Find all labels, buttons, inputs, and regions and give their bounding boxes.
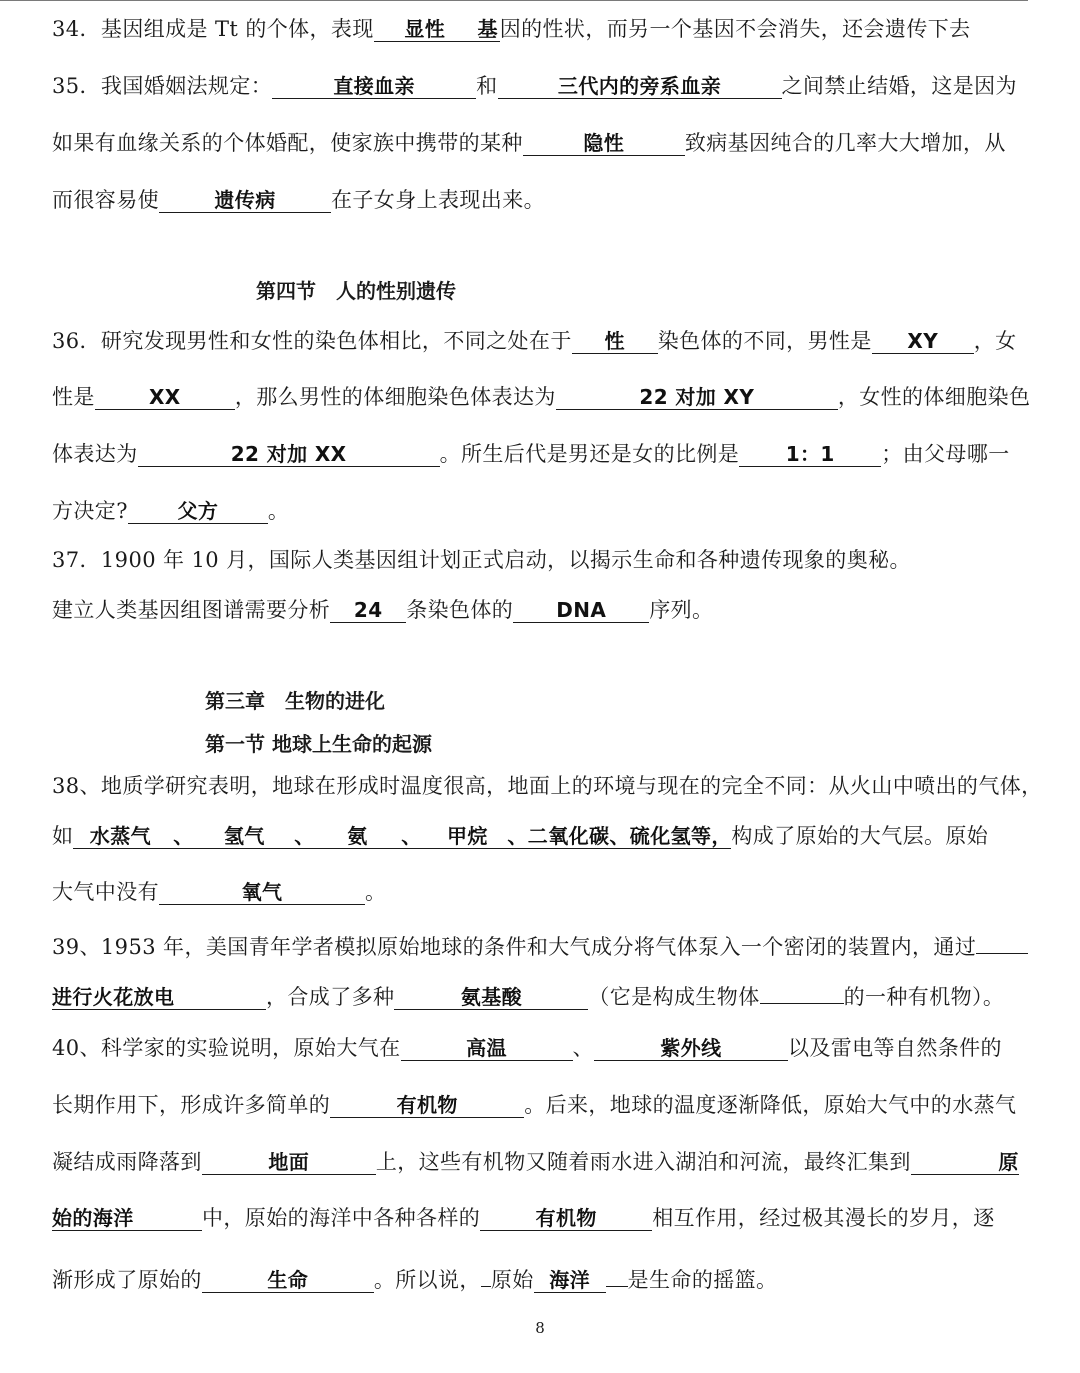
q39-text-1: 39、1953 年，美国青年学者模拟原始地球的条件和大气成分将气体泵入一个密闭的装置内，通过 [52,935,977,959]
q36-text-5: ，那么男性的体细胞染色体表达为 [234,385,556,409]
q35-blank-3 [523,129,685,156]
q40-text-3: 以及雷电等自然条件的 [787,1036,1002,1060]
question-37-line-1 [52,545,911,575]
q40-answer-6: 有机物 [535,1206,597,1230]
q36-blank-5 [138,440,440,467]
question-36-line-1 [52,326,1017,356]
q40-answer-8: 海洋 [549,1268,591,1292]
q35-text-3: 之间禁止结婚，这是因为 [781,74,1017,98]
q38-answer-1: 水蒸气 [89,824,151,848]
q40-text-8: 中，原始的海洋中各种各样的 [202,1206,481,1230]
q40-text-9: 相互作用，经过极其漫长的岁月，逐 [652,1206,995,1230]
q40-answer-2: 紫外线 [660,1036,722,1060]
q35-text-7: 在子女身上表现出来。 [331,188,545,212]
q36-text-1: 36．研究发现男性和女性的染色体相比，不同之处在于 [52,329,572,353]
q34-blank-2 [476,15,500,42]
q39-text-4: 的一种有机物）。 [843,985,1005,1009]
page-top-rule [0,0,1028,1]
q39-text-3: （它是构成生物体 [588,985,760,1009]
q40-blank-3 [330,1091,524,1118]
q39-blank-1 [52,983,266,1010]
q38-blank-5 [507,822,731,849]
question-38-line-3 [52,877,386,907]
question-40-line-5 [52,1260,777,1295]
q36-text-11: 。 [267,499,290,523]
q36-text-8: 。所生后代是男还是女的比例是 [439,442,740,466]
q38-sep-3: 、 [395,822,427,849]
q36-answer-6: 1：1 [785,442,835,466]
q35-blank-1 [272,72,476,99]
question-39-line-2 [52,977,1004,1012]
question-36-line-2 [52,382,1030,412]
q40-text-11: 。所以说， [373,1268,481,1292]
q40-text-5: 。后来，地球的温度逐渐降低，原始大气中的水蒸气 [524,1093,1017,1117]
question-40-line-2 [52,1090,1016,1120]
section-heading-4: 第四节 人的性别遗传 [256,279,456,303]
q35-answer-1: 直接血亲 [333,74,415,98]
q38-answer-5: 、二氧化碳、硫化氢等， [507,824,732,848]
q40-text-6: 凝结成雨降落到 [52,1150,202,1174]
q35-text-6: 而很容易使 [52,188,159,212]
q35-blank-2 [498,72,782,99]
q40-text-7: 上，这些有机物又随着雨水进入湖泊和河流，最终汇集到 [375,1150,911,1174]
q36-blank-3 [95,383,235,410]
q36-answer-1: 性 [604,329,625,353]
q36-text-10: 方决定? [52,499,128,523]
q34-blank-1 [374,15,476,42]
q40-blank-7 [202,1266,374,1293]
q38-sep-2: 、 [289,822,319,849]
q40-blank-5 [52,1204,202,1231]
q35-answer-4: 遗传病 [214,188,276,212]
page-number: 8 [535,1319,545,1337]
q35-text-1: 35．我国婚姻法规定： [52,74,273,98]
q39-answer-1: 进行火花放电 [52,985,175,1009]
question-35-line-3 [52,185,545,215]
chapter-heading-3: 第三章 生物的进化 [205,689,385,713]
q38-text-4: 大气中没有 [52,880,159,904]
q40-blank-5-start [911,1148,1019,1175]
q39-blank-2 [394,983,588,1010]
q40-answer-1: 高温 [466,1036,507,1060]
q35-answer-3: 隐性 [583,131,625,155]
section-heading-1: 第一节 地球上生命的起源 [205,732,432,756]
q38-sep-1: 、 [167,822,199,849]
q36-text-9: ；由父母哪一 [881,442,1010,466]
q40-text-10: 渐形成了原始的 [52,1268,202,1292]
q36-answer-3: XX [148,385,181,409]
q38-blank-2 [199,822,289,849]
q34-answer-2: 基 [477,17,498,41]
question-40-line-4 [52,1203,995,1233]
q40-text-4: 长期作用下，形成许多简单的 [52,1093,331,1117]
q38-blank-6 [159,878,365,905]
q34-text-2: 因的性状，而另一个基因不会消失，还会遗传下去 [499,17,971,41]
q37-blank-2 [513,596,649,623]
question-34 [52,14,971,44]
q37-text-4: 序列。 [649,598,714,622]
q35-blank-4 [159,186,331,213]
q36-text-3: ，女 [973,329,1017,353]
q37-blank-1 [330,596,406,623]
q36-blank-4 [556,383,838,410]
question-37-line-2 [52,595,713,625]
q35-answer-2: 三代内的旁系血亲 [557,74,722,98]
q38-answer-2: 氢气 [224,824,265,848]
q40-answer-4: 地面 [268,1150,310,1174]
q40-answer-3: 有机物 [396,1093,458,1117]
q38-text-3: 构成了原始的大气层。原始 [731,824,989,848]
q40-blank-8 [534,1266,606,1293]
q37-text-2: 建立人类基因组图谱需要分析 [52,598,331,622]
q40-text-2: 、 [572,1036,594,1060]
question-38-line-1 [52,771,1043,801]
q36-blank-2 [872,327,974,354]
q36-blank-7 [128,497,268,524]
q38-blank-4 [427,822,507,849]
q40-text-1: 40、科学家的实验说明，原始大气在 [52,1036,401,1060]
q37-answer-1: 24 [353,598,383,622]
q38-answer-6: 氧气 [241,880,283,904]
q40-text-13: 是生命的摇篮。 [627,1268,778,1292]
q40-blank-6 [480,1204,652,1231]
question-35-line-2 [52,128,1006,158]
q38-blank-1 [73,822,167,849]
q34-text-1: 34．基因组成是 Tt 的个体，表现 [52,17,374,41]
q39-answer-2: 氨基酸 [460,985,522,1009]
q40-answer-5b: 始的海洋 [52,1206,134,1230]
q39-blank-3 [760,977,844,1004]
question-35-line-1 [52,71,1017,101]
q38-blank-3 [319,822,395,849]
q35-text-5: 致病基因纯合的几率大大增加，从 [684,131,1006,155]
question-40-line-1 [52,1033,1002,1063]
q36-blank-1 [572,327,658,354]
q40-blank-2 [594,1034,788,1061]
q35-text-2: 和 [476,74,498,98]
q38-answer-4: 甲烷 [447,824,488,848]
question-40-line-3 [52,1147,1019,1177]
q36-answer-4: 22 对加 XY [639,385,755,409]
q37-answer-2: DNA [556,598,607,622]
q40-answer-7: 生命 [267,1268,309,1292]
q40-answer-5a: 原 [998,1150,1019,1174]
q38-text-1: 38、地质学研究表明，地球在形成时温度很高，地面上的环境与现在的完全不同：从火山中喷出的气体， [52,774,1043,798]
question-39-line-1 [52,927,1028,962]
q36-answer-2: XY [907,329,939,353]
q36-text-7: 体表达为 [52,442,138,466]
q40-text-12: 原始 [490,1268,534,1292]
q36-text-6: ，女性的体细胞染色 [837,385,1031,409]
question-38-line-2 [52,821,988,851]
q39-text-2: ，合成了多种 [266,985,395,1009]
question-36-line-3 [52,439,1010,469]
q38-text-2: 如 [52,824,74,848]
q36-blank-6 [739,440,881,467]
question-36-line-4 [52,496,289,526]
q40-blank-4 [202,1148,376,1175]
q35-text-4: 如果有血缘关系的个体婚配，使家族中携带的某种 [52,131,523,155]
q38-text-5: 。 [365,880,387,904]
q36-answer-7: 父方 [177,499,219,523]
q39-blank-1-start [976,927,1028,954]
q36-text-2: 染色体的不同，男性是 [657,329,872,353]
q36-text-4: 性是 [52,385,95,409]
q37-text-1: 37．1900 年 10 月，国际人类基因组计划正式启动，以揭示生命和各种遗传现象的奥秘。 [52,548,911,572]
q37-text-3: 条染色体的 [406,598,514,622]
q40-blank-1 [401,1034,573,1061]
q38-answer-3: 氨 [347,824,368,848]
q36-answer-5: 22 对加 XX [230,442,347,466]
q34-answer-1: 显性 [404,17,446,41]
